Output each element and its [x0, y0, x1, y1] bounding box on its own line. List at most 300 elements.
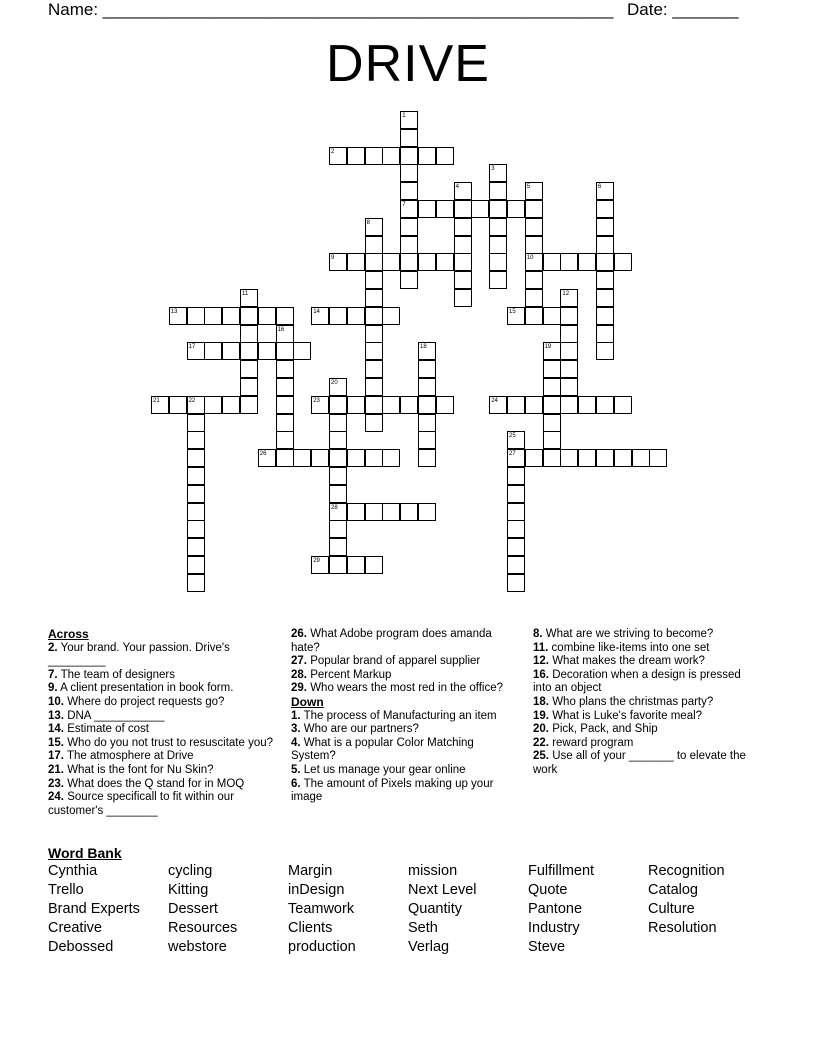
crossword-cell[interactable]	[311, 449, 329, 467]
down-clue	[533, 737, 759, 751]
crossword-cell[interactable]	[596, 449, 614, 467]
crossword-cell[interactable]	[436, 396, 454, 414]
crossword-cell[interactable]	[240, 396, 258, 414]
clue-text: Who plans the christmas party?	[549, 695, 714, 708]
clue-number-label: 11.	[533, 641, 549, 654]
crossword-cell[interactable]	[543, 307, 561, 325]
crossword-cell[interactable]	[382, 307, 400, 325]
clue-number: 25	[509, 433, 516, 440]
crossword-cell[interactable]	[329, 520, 347, 538]
clue-text: Estimate of cost	[64, 723, 150, 736]
clue-text: The team of designers	[57, 668, 176, 681]
across-clue	[48, 710, 274, 724]
clue-text: What is a popular Color Matching System?	[291, 736, 474, 763]
word-bank-item: Margin	[288, 863, 333, 879]
crossword-cell[interactable]	[525, 396, 543, 414]
crossword-cell[interactable]	[382, 396, 400, 414]
word-bank-item: Resources	[168, 920, 238, 936]
clue-number: 14	[313, 308, 320, 315]
crossword-cell[interactable]	[418, 396, 436, 414]
across-clue	[48, 737, 274, 751]
crossword-cell[interactable]	[632, 449, 650, 467]
crossword-cell[interactable]	[400, 253, 418, 271]
crossword-cell[interactable]	[222, 342, 240, 360]
crossword-cell[interactable]	[649, 449, 667, 467]
crossword-cell[interactable]	[347, 449, 365, 467]
crossword-cell[interactable]	[614, 449, 632, 467]
clue-text: Who are our partners?	[300, 723, 419, 736]
crossword-cell[interactable]	[276, 414, 294, 432]
word-bank-item: Verlag	[408, 939, 450, 955]
clue-number-label: 19.	[533, 709, 549, 722]
crossword-cell[interactable]	[187, 485, 205, 503]
crossword-cell[interactable]	[454, 236, 472, 254]
crossword-cell[interactable]	[329, 307, 347, 325]
clue-number-label: 26.	[291, 628, 307, 640]
crossword-cell[interactable]	[276, 378, 294, 396]
down-clue	[291, 737, 513, 764]
crossword-cell[interactable]	[347, 396, 365, 414]
down-clue	[533, 655, 759, 669]
crossword-cell[interactable]	[596, 253, 614, 271]
crossword-cell[interactable]	[365, 307, 383, 325]
crossword-cell[interactable]	[596, 396, 614, 414]
crossword-cell[interactable]	[382, 503, 400, 521]
clue-number-label: 21.	[48, 763, 64, 776]
word-bank	[48, 863, 788, 958]
clue-number: 21	[153, 397, 160, 404]
across-clue	[48, 682, 274, 696]
clue-number: 22	[188, 397, 196, 404]
crossword-cell[interactable]	[293, 449, 311, 467]
crossword-cell[interactable]	[489, 182, 507, 200]
word-bank-heading: Word Bank	[48, 845, 122, 861]
clue-number: 24	[491, 397, 498, 404]
crossword-cell[interactable]	[382, 449, 400, 467]
clue-number: 8	[366, 219, 370, 226]
word-bank-item: webstore	[168, 939, 227, 955]
clue-number-label: 1.	[291, 709, 301, 722]
clue-text: Who wears the most red in the office?	[307, 682, 504, 695]
across-clue	[291, 655, 513, 669]
clue-number: 13	[170, 308, 178, 315]
clue-number-label: 24.	[48, 791, 64, 804]
down-heading: Down	[291, 694, 324, 709]
across-clue	[48, 764, 274, 778]
clue-number: 1	[402, 113, 406, 119]
word-bank-item: Catalog	[648, 882, 698, 898]
clue-text: What is the font for Nu Skin?	[64, 763, 214, 776]
crossword-cell[interactable]	[489, 271, 507, 289]
clue-number-label: 27.	[291, 655, 307, 668]
clue-number: 11	[242, 291, 249, 297]
crossword-cell[interactable]	[560, 307, 578, 325]
crossword-cell[interactable]	[578, 396, 596, 414]
crossword-cell[interactable]	[596, 325, 614, 343]
across-clue	[48, 669, 274, 683]
crossword-cell[interactable]	[543, 378, 561, 396]
crossword-cell[interactable]	[187, 556, 205, 574]
crossword-cell[interactable]	[418, 449, 436, 467]
crossword-cell[interactable]	[365, 378, 383, 396]
clue-number: 28	[331, 504, 338, 511]
clue-number-label: 6.	[291, 777, 301, 790]
clue-text: reward program	[549, 736, 634, 749]
crossword-cell[interactable]	[240, 325, 258, 343]
clue-text: Pick, Pack, and Ship	[549, 723, 658, 736]
down-clue	[533, 750, 759, 777]
crossword-cell[interactable]	[400, 147, 418, 165]
word-bank-item: Cynthia	[48, 863, 98, 879]
crossword-cell[interactable]	[169, 396, 187, 414]
crossword-cell[interactable]	[329, 449, 347, 467]
word-bank-item: cycling	[168, 863, 213, 879]
word-bank-item: Quantity	[408, 901, 462, 917]
clue-number: 27	[509, 451, 516, 458]
crossword-cell[interactable]	[240, 360, 258, 378]
clue-number: 19	[544, 344, 552, 351]
down-clue	[291, 710, 513, 724]
crossword-cell[interactable]	[525, 307, 543, 325]
crossword-cell[interactable]	[365, 396, 383, 414]
clue-number: 29	[313, 558, 320, 564]
clue-text: Who do you not trust to resuscitate you?	[64, 736, 274, 749]
crossword-cell[interactable]	[365, 253, 383, 271]
clues-column-2	[291, 628, 513, 805]
crossword-cell[interactable]	[560, 342, 578, 360]
clue-text: DNA ___________	[64, 709, 165, 722]
crossword-cell[interactable]	[240, 378, 258, 396]
clue-text: combine like-items into one set	[548, 641, 710, 654]
clue-number: 2	[331, 148, 335, 155]
clue-number-label: 29.	[291, 682, 307, 695]
crossword-cell[interactable]	[543, 431, 561, 449]
crossword-cell[interactable]	[596, 200, 614, 218]
crossword-cell[interactable]	[454, 253, 472, 271]
crossword-cell[interactable]	[525, 449, 543, 467]
clue-number-label: 10.	[48, 695, 64, 708]
word-bank-item: Next Level	[408, 882, 477, 898]
crossword-cell[interactable]	[365, 147, 383, 165]
clue-text: What are we striving to become?	[542, 628, 714, 640]
crossword-cell[interactable]	[329, 396, 347, 414]
crossword-cell[interactable]	[204, 307, 222, 325]
crossword-cell[interactable]	[329, 414, 347, 432]
crossword-cell[interactable]	[436, 253, 454, 271]
crossword-cell[interactable]	[365, 289, 383, 307]
crossword-cell[interactable]	[578, 253, 596, 271]
crossword-cell[interactable]	[382, 253, 400, 271]
across-clue	[291, 628, 513, 655]
clue-number: 5	[526, 184, 531, 191]
crossword-cell[interactable]	[400, 129, 418, 147]
crossword-cell[interactable]	[418, 378, 436, 396]
clue-number-label: 15.	[48, 736, 64, 749]
clue-number-label: 22.	[533, 736, 549, 749]
crossword-cell[interactable]	[543, 414, 561, 432]
crossword-cell[interactable]	[454, 271, 472, 289]
crossword-cell[interactable]	[347, 307, 365, 325]
crossword-cell[interactable]	[293, 342, 311, 360]
word-bank-item: inDesign	[288, 882, 345, 898]
crossword-cell[interactable]	[365, 271, 383, 289]
crossword-cell[interactable]	[400, 271, 418, 289]
crossword-cell[interactable]	[418, 147, 436, 165]
crossword-cell[interactable]	[329, 467, 347, 485]
crossword-cell[interactable]	[560, 325, 578, 343]
crossword-cell[interactable]	[276, 396, 294, 414]
crossword-cell[interactable]	[222, 396, 240, 414]
crossword-cell[interactable]	[560, 396, 578, 414]
word-bank-item: Culture	[648, 901, 695, 917]
crossword-cell[interactable]	[365, 325, 383, 343]
down-clue	[291, 778, 513, 805]
crossword-cell[interactable]	[525, 271, 543, 289]
crossword-cell[interactable]	[507, 485, 525, 503]
crossword-cell[interactable]	[507, 556, 525, 574]
down-clue	[533, 710, 759, 724]
clue-number: 15	[509, 308, 516, 315]
crossword-cell[interactable]	[187, 431, 205, 449]
crossword-cell[interactable]	[596, 271, 614, 289]
clue-number: 3	[491, 166, 495, 173]
crossword-cell[interactable]	[543, 253, 561, 271]
word-bank-item: Resolution	[648, 920, 717, 936]
crossword-cell[interactable]	[276, 360, 294, 378]
word-bank-item: Seth	[408, 920, 438, 936]
crossword-cell[interactable]	[400, 236, 418, 254]
crossword-cell[interactable]	[436, 147, 454, 165]
word-bank-item: Fulfillment	[528, 863, 595, 879]
crossword-cell[interactable]	[525, 236, 543, 254]
clue-text: What does the Q stand for in MOQ	[64, 777, 245, 790]
across-clue	[48, 750, 274, 764]
down-clue	[533, 723, 759, 737]
down-clue	[291, 764, 513, 778]
word-bank-item: Pantone	[528, 901, 583, 917]
crossword-cell[interactable]	[418, 431, 436, 449]
crossword-cell[interactable]	[418, 200, 436, 218]
clue-number-label: 16.	[533, 668, 549, 681]
date-line[interactable]: Date: _______	[627, 0, 739, 19]
crossword-cell[interactable]	[560, 449, 578, 467]
clue-number: 16	[277, 326, 285, 333]
clue-number: 17	[188, 344, 196, 351]
crossword-cell[interactable]	[365, 342, 383, 360]
crossword-cell[interactable]	[454, 218, 472, 236]
across-clue	[48, 642, 274, 669]
crossword-cell[interactable]	[400, 182, 418, 200]
crossword-cell[interactable]	[329, 431, 347, 449]
word-bank-item: Teamwork	[288, 901, 355, 917]
clue-number: 12	[562, 291, 570, 297]
crossword-cell[interactable]	[347, 503, 365, 521]
crossword-cell[interactable]	[543, 360, 561, 378]
crossword-cell[interactable]	[418, 253, 436, 271]
clue-text: What Adobe program does amanda hate?	[291, 628, 492, 654]
clue-number-label: 5.	[291, 763, 301, 776]
crossword-cell[interactable]	[400, 503, 418, 521]
crossword-cell[interactable]	[187, 520, 205, 538]
clue-number-label: 17.	[48, 750, 64, 763]
clue-number-label: 20.	[533, 723, 549, 736]
crossword-cell[interactable]	[400, 396, 418, 414]
crossword-cell[interactable]	[507, 538, 525, 556]
crossword-cell[interactable]	[276, 307, 294, 325]
crossword-cell[interactable]	[471, 200, 489, 218]
clue-text: Popular brand of apparel supplier	[307, 655, 481, 668]
crossword-cell[interactable]	[596, 289, 614, 307]
clue-text: What makes the dream work?	[549, 655, 705, 668]
crossword-cell[interactable]	[560, 378, 578, 396]
clue-number-label: 2.	[48, 641, 58, 654]
clue-text: Let us manage your gear online	[300, 763, 466, 776]
word-bank-item: Steve	[528, 939, 566, 955]
crossword-cell[interactable]	[507, 574, 525, 592]
crossword-cell[interactable]	[187, 574, 205, 592]
crossword-cell[interactable]	[418, 503, 436, 521]
crossword-cell[interactable]	[560, 253, 578, 271]
clue-number-label: 23.	[48, 777, 64, 790]
crossword-cell[interactable]	[222, 307, 240, 325]
crossword-cell[interactable]	[507, 396, 525, 414]
crossword-cell[interactable]	[329, 556, 347, 574]
word-bank-item: Recognition	[648, 863, 725, 879]
crossword-cell[interactable]	[507, 200, 525, 218]
word-bank-item: Debossed	[48, 939, 114, 955]
crossword-cell[interactable]	[489, 218, 507, 236]
crossword-cell[interactable]	[276, 342, 294, 360]
crossword-cell[interactable]	[187, 503, 205, 521]
crossword-cell[interactable]	[614, 253, 632, 271]
clue-number-label: 4.	[291, 736, 301, 749]
crossword-cell[interactable]	[418, 414, 436, 432]
crossword-cell[interactable]	[596, 236, 614, 254]
crossword-cell[interactable]	[507, 503, 525, 521]
crossword-cell[interactable]	[204, 342, 222, 360]
crossword-cell[interactable]	[329, 538, 347, 556]
clue-text: Source specificall to fit within our customer's ________	[48, 791, 235, 817]
crossword-cell[interactable]	[507, 467, 525, 485]
crossword-cell[interactable]	[525, 200, 543, 218]
clue-text: A client presentation in book form.	[57, 682, 234, 695]
crossword-cell[interactable]	[436, 200, 454, 218]
crossword-cell[interactable]	[258, 307, 276, 325]
clue-text: Percent Markup	[307, 668, 392, 681]
across-clue	[48, 791, 274, 818]
crossword-cell[interactable]	[489, 236, 507, 254]
down-clue	[533, 669, 759, 696]
clue-number-label: 7.	[48, 668, 58, 681]
crossword-cell[interactable]	[507, 520, 525, 538]
crossword-cell[interactable]	[454, 200, 472, 218]
clue-text: Where do project requests go?	[64, 695, 225, 708]
crossword-cell[interactable]	[400, 218, 418, 236]
crossword-cell[interactable]	[347, 556, 365, 574]
crossword-cell[interactable]	[365, 556, 383, 574]
word-bank-item: production	[288, 939, 356, 955]
crossword-cell[interactable]	[187, 449, 205, 467]
clue-text: The process of Manufacturing an item	[300, 709, 497, 722]
across-heading: Across	[48, 627, 89, 641]
word-bank-item: Industry	[528, 920, 580, 936]
across-clue	[48, 696, 274, 710]
crossword-cell[interactable]	[400, 164, 418, 182]
crossword-cell[interactable]	[276, 449, 294, 467]
crossword-cell[interactable]	[204, 396, 222, 414]
crossword-cell[interactable]	[578, 449, 596, 467]
clue-number-label: 3.	[291, 723, 301, 736]
crossword-cell[interactable]	[489, 200, 507, 218]
clue-number: 26	[259, 451, 267, 458]
crossword-cell[interactable]	[187, 414, 205, 432]
crossword-cell[interactable]	[489, 253, 507, 271]
crossword-cell[interactable]	[382, 147, 400, 165]
word-bank-item: Quote	[528, 882, 568, 898]
crossword-cell[interactable]	[596, 218, 614, 236]
clue-text: Use all of your _______ to elevate the work	[533, 750, 746, 776]
crossword-cell[interactable]	[525, 289, 543, 307]
down-clue	[533, 642, 759, 656]
across-clue	[48, 723, 274, 737]
clue-text: The amount of Pixels making up your image	[291, 777, 494, 804]
across-clue	[291, 669, 513, 683]
crossword-cell[interactable]	[365, 360, 383, 378]
crossword-cell[interactable]	[525, 218, 543, 236]
clue-number-label: 28.	[291, 668, 307, 681]
down-clue	[533, 628, 759, 642]
word-bank-item: Clients	[288, 920, 333, 936]
crossword-cell[interactable]	[187, 467, 205, 485]
clue-number: 23	[313, 397, 320, 404]
crossword-cell[interactable]	[276, 431, 294, 449]
crossword-cell[interactable]	[365, 449, 383, 467]
clue-number-label: 18.	[533, 695, 549, 708]
clue-number: 18	[420, 344, 427, 351]
name-line[interactable]: Name: ______________________________________________________	[48, 0, 614, 19]
crossword-cell[interactable]	[614, 396, 632, 414]
crossword-cell[interactable]	[543, 396, 561, 414]
word-bank-item: Trello	[48, 882, 84, 898]
clue-text: Your brand. Your passion. Drive's _________	[48, 641, 230, 668]
clue-number: 20	[331, 380, 338, 386]
crossword-cell[interactable]	[365, 503, 383, 521]
clue-number: 9	[331, 255, 335, 262]
crossword-cell[interactable]	[187, 307, 205, 325]
word-bank-item: Kitting	[168, 882, 209, 898]
clue-number: 10	[526, 255, 534, 262]
crossword-cell[interactable]	[347, 147, 365, 165]
clue-number-label: 8.	[533, 628, 543, 640]
clue-text: What is Luke's favorite meal?	[549, 709, 703, 722]
clue-text: Decoration when a design is pressed into an object	[533, 668, 741, 695]
crossword-cell[interactable]	[365, 236, 383, 254]
crossword-cell[interactable]	[596, 307, 614, 325]
clue-number-label: 13.	[48, 709, 64, 722]
crossword-cell[interactable]	[347, 253, 365, 271]
crossword-cell[interactable]	[365, 414, 383, 432]
crossword-cell[interactable]	[454, 289, 472, 307]
crossword-cell[interactable]	[329, 485, 347, 503]
crossword-cell[interactable]	[418, 360, 436, 378]
crossword-cell[interactable]	[543, 449, 561, 467]
crossword-cell[interactable]	[187, 538, 205, 556]
crossword-cell[interactable]	[240, 342, 258, 360]
crossword-cell[interactable]	[596, 342, 614, 360]
crossword-cell[interactable]	[258, 342, 276, 360]
crossword-cell[interactable]	[560, 360, 578, 378]
crossword-cell[interactable]	[240, 307, 258, 325]
